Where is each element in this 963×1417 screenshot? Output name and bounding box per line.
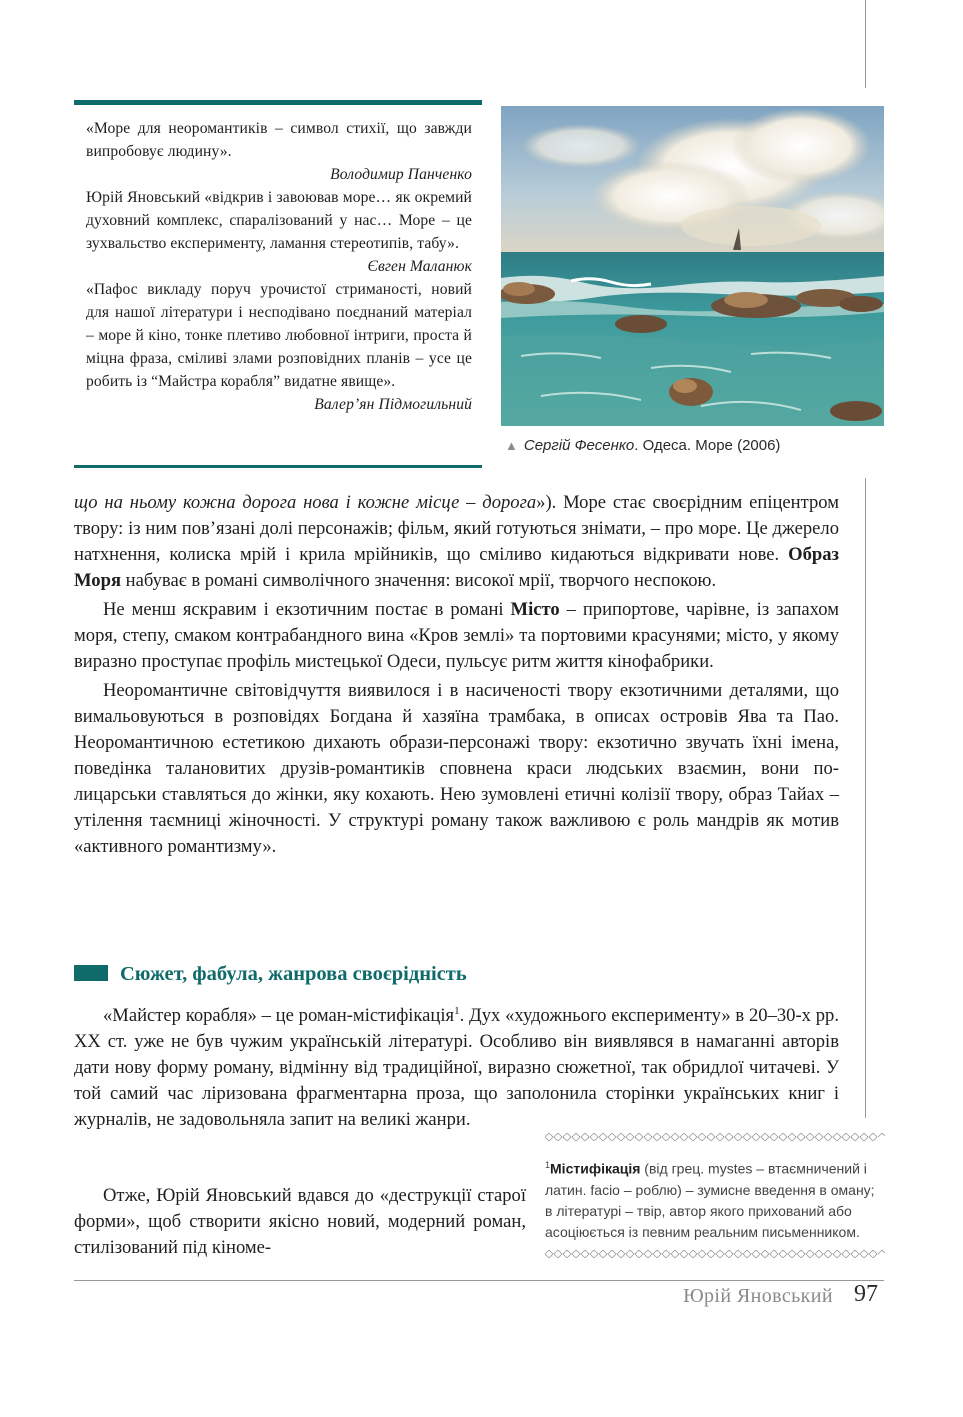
text-run: . Дух «художнього експерименту» в 20–30-х рр. XX ст. уже не був чужим українській літературі. Особливо він виявлявся в намаганні авторів дати нову форму роману, відмінну від традиційної, виразно сюжетної, так обридлої читачеві. У той самий час ліризована фрагментарна проза, що заполонила сторінки українських книг і журналів, не задовольняла запит на великі жанри.: [74, 1005, 839, 1130]
paragraph: Отже, Юрій Яновський вдався до «деструкції старої форми», щоб створити якісно новий, модерний роман, стилізований під кіноме-: [74, 1185, 526, 1258]
caption-title: . Одеса. Море (2006): [634, 437, 781, 454]
vertical-rule-top: [865, 0, 866, 88]
section-heading-text: Сюжет, фабула, жанрова своєрідність: [120, 963, 467, 985]
paragraph: Неоромантичне світовідчуття виявилося і в насиченості твору екзотичними деталями, що вимальовуються в розповідях Богдана й хазяїна трамбака, в описах островів Ява та Пао. Неоромантичною естетикою дихають образи-персонажі твору: екзотично звучать їхні імена, поведінка талановитих друзів-романтиків сповнена краси людських взаємин, вони по-лицарськи ставляться до жінки, яку кохають. Нею зумовлені етичні колізії твору, образ Тайах – утілення таємниці жіночності. У структурі роману також важливою є роль мандрів як мотив «активного романтизму».: [74, 680, 839, 857]
footnote-text: [545, 1155, 885, 1243]
quote-text: Юрій Яновський «відкрив і завоював море… як окремий духовний комплекс, спаралізований у нас… Море – це зухвальство експерименту, ламання стереотипів, табу».: [86, 189, 472, 252]
page-number: 97: [854, 1281, 878, 1307]
text-run: »). Море стає своєрідним епіцентром твору: із ним пов’язані долі персонажів; фільм, який готуються знімати, – про море. Це джерело натхнення, колиска мрій і крила мрійників, що сміливо кидаються відкривати нове.: [74, 492, 839, 565]
footnote-definition: (від грец. mystes – втаємничений і латин. facio – роблю) – зумисне введення в оману; в літературі – твір, автор якого прихований або асоціюється із певним реальним письменником.: [545, 1160, 875, 1240]
bold-term: Місто: [510, 599, 560, 620]
sea-painting-image: [501, 106, 884, 426]
bold-term: Образ Моря: [74, 544, 839, 591]
text-run: набуває в романі символічного значення: високої мрії, творчого неспокою.: [121, 570, 717, 591]
caption-artist: Сергій Фесенко: [523, 437, 635, 454]
running-head: Юрій Яновський: [683, 1285, 833, 1307]
quote-text: «Пафос викладу поруч урочистої стриманості, новий для нашої літератури і несподівано поєднаний матеріал – море й кіно, тонке плетиво любовної інтриги, проста й міцна фраза, сміливі злами розповідних планів – усе це робить із “Майстра корабля” видатне явище».: [86, 281, 472, 390]
vertical-rule-middle: [865, 478, 866, 1118]
quote-box-top-bar: [74, 100, 482, 105]
section-marker-square: [74, 965, 108, 981]
quote-text: «Море для неоромантиків – символ стихії, що завжди випробовує людину».: [86, 120, 472, 160]
text-run: – припортове, чарівне, із запахом моря, степу, смаком контрабандного вина «Кров землі» та портовими красунями; місто, у якому виразно проступає профіль мистецької Одеси, пульсує ритм життя кінофабрики.: [74, 599, 839, 672]
paragraph: [74, 1003, 839, 1133]
section-text-block-narrow: [74, 1183, 526, 1264]
quote-box-bottom-bar: [74, 465, 482, 468]
quotes-list: [86, 117, 472, 416]
sea-painting-illustration: [501, 106, 884, 426]
footnote-mark: 1: [545, 1160, 551, 1170]
text-run: Не менш яскравим і екзотичним постає в романі: [103, 599, 511, 620]
text-run: «Майстер корабля» – це роман-містифікація: [103, 1005, 455, 1026]
caption-marker-icon: ▲: [505, 438, 518, 453]
footnote-box: [545, 1133, 885, 1264]
quote-box: [74, 100, 482, 468]
main-text-block: [74, 490, 839, 863]
footnote-ornament-bottom: [545, 1250, 885, 1258]
paragraph: [74, 490, 839, 594]
quote-author: Євген Маланюк: [367, 258, 472, 275]
section-text-block: [74, 1003, 839, 1136]
footnote-ornament-top: [545, 1133, 885, 1141]
quote-author: Валер’ян Підмогильний: [314, 396, 472, 413]
italic-quote: що на ньому кожна дорога нова і кожне місце – дорога: [74, 492, 537, 513]
footnote-term: Містифікація: [550, 1160, 641, 1177]
paragraph: [74, 597, 839, 675]
footnote-reference[interactable]: 1: [454, 1004, 460, 1017]
painting-caption: [505, 437, 780, 454]
section-heading: [74, 963, 467, 993]
quote-author: Володимир Панченко: [330, 166, 472, 183]
footer-rule: [74, 1280, 884, 1281]
